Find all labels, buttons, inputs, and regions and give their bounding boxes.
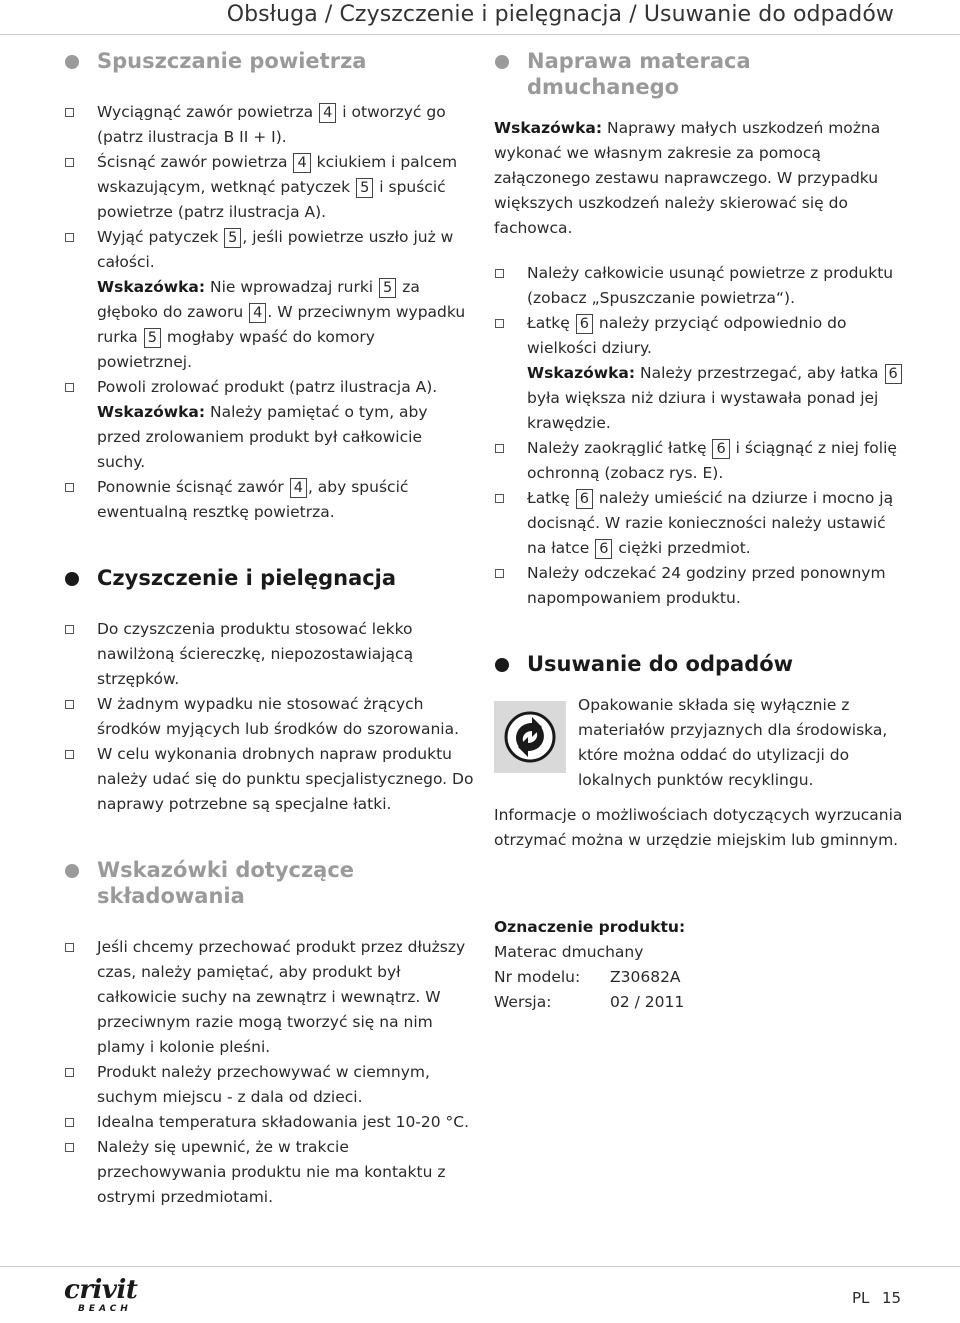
list-item [64, 1060, 474, 1110]
part-reference: 4 [293, 153, 310, 173]
bullet-dot-icon [65, 864, 79, 878]
list-item [64, 375, 474, 400]
note [64, 400, 474, 475]
note-text: była większa niż dziura i wystawała ponad jej krawędzie. [527, 389, 879, 432]
logo-text: crivit [64, 1275, 138, 1305]
part-reference: 6 [595, 539, 612, 559]
item-text: , jeśli powietrze uszło już w całości. [97, 228, 454, 271]
item-text: W celu wykonania drobnych napraw produktu należy udać się do punktu specjalistycznego. Do naprawy potrzebne są specjalne łatki. [97, 745, 474, 813]
note-text: mogłaby wpaść do komory powietrznej. [97, 328, 375, 371]
list-item [64, 475, 474, 525]
part-reference: 6 [576, 314, 593, 334]
disposal-packaging [494, 693, 904, 793]
item-text: Należy zaokrąglić łatkę [527, 439, 712, 457]
page-header-title: Obsługa / Czyszczenie i pielęgnacja / Usuwanie do odpadów [226, 2, 894, 27]
crivit-logo [64, 1277, 154, 1317]
bullet-dot-icon [495, 658, 509, 672]
part-reference: 6 [885, 364, 902, 384]
part-reference: 4 [319, 103, 336, 123]
list-item [64, 150, 474, 225]
list-item [64, 225, 474, 275]
product-version-row [494, 990, 904, 1015]
item-text: Powoli zrolować produkt (patrz ilustracja A). [97, 378, 438, 396]
section-title: Naprawa materaca dmuchanego [527, 49, 751, 99]
product-heading: Oznaczenie produktu: [494, 918, 686, 936]
item-text: Ponownie ścisnąć zawór [97, 478, 289, 496]
section-repair-heading [494, 48, 904, 100]
part-reference: 6 [576, 489, 593, 509]
section-title: Wskazówki dotyczące składowania [97, 858, 355, 908]
checkbox-square-icon [495, 444, 504, 453]
model-value: Z30682A [610, 968, 681, 986]
checkbox-square-icon [495, 494, 504, 503]
list-item [64, 617, 474, 692]
list-item [64, 100, 474, 150]
part-reference: 6 [712, 439, 729, 459]
logo-subtext: BEACH [78, 1304, 132, 1314]
item-text: Idealna temperatura składowania jest 10-20 °C. [97, 1113, 470, 1131]
bullet-dot-icon [495, 55, 509, 69]
packaging-text: Opakowanie składa się wyłącznie z materiałów przyjaznych dla środowiska, które można oddać do utylizacji do lokalnych punktów recyklingu. [578, 696, 888, 789]
item-text: W żadnym wypadku nie stosować żrących środków myjących lub środków do szorowania. [97, 695, 460, 738]
note-text: Nie wprowadzaj rurki [205, 278, 379, 296]
part-reference: 5 [224, 228, 241, 248]
item-text: Do czyszczenia produktu stosować lekko nawilżoną ściereczkę, niepozostawiającą strzępków. [97, 620, 414, 688]
item-text: należy umieścić na dziurze i mocno ją docisnąć. W razie konieczności należy ustawić na łatce [527, 489, 894, 557]
list-item [494, 561, 904, 611]
product-name: Materac dmuchany [494, 943, 644, 961]
note-text: za głęboko do zaworu [97, 278, 420, 321]
list-item [64, 1135, 474, 1210]
checkbox-square-icon [65, 233, 74, 242]
item-text: ciężki przedmiot. [613, 539, 751, 557]
item-text: Wyciągnąć zawór powietrza [97, 103, 319, 121]
list-item [64, 1110, 474, 1135]
item-text: Należy się upewnić, że w trakcie przechowywania produktu nie ma kontaktu z ostrymi przedmiotami. [97, 1138, 446, 1206]
item-text: Łatkę [527, 489, 575, 507]
section-storage-heading [64, 857, 474, 909]
checkbox-square-icon [65, 625, 74, 634]
list-item [64, 692, 474, 742]
note-label: Wskazówka: [494, 119, 603, 137]
checkbox-square-icon [65, 1143, 74, 1152]
item-text: Należy całkowicie usunąć powietrze z produktu (zobacz „Spuszczanie powietrza“). [527, 264, 894, 307]
list-item [494, 261, 904, 311]
checkbox-square-icon [65, 700, 74, 709]
item-text: kciukiem i palcem wskazującym, wetknąć patyczek [97, 153, 458, 196]
item-text: należy przyciąć odpowiednio do wielkości dziury. [527, 314, 847, 357]
version-value: 02 / 2011 [610, 993, 685, 1011]
section-title: Czyszczenie i pielęgnacja [97, 566, 397, 590]
item-text: Ścisnąć zawór powietrza [97, 153, 293, 171]
bullet-dot-icon [65, 572, 79, 586]
part-reference: 5 [379, 278, 396, 298]
part-reference: 5 [144, 328, 161, 348]
list-item [494, 436, 904, 486]
part-reference: 4 [249, 303, 266, 323]
section-title: Usuwanie do odpadów [527, 652, 794, 676]
item-text: , aby spuścić ewentualną resztkę powietrza. [97, 478, 409, 521]
list-item [494, 311, 904, 361]
checkbox-square-icon [65, 1118, 74, 1127]
section-disposal-heading [494, 651, 904, 677]
left-column [64, 48, 474, 1210]
list-item [64, 742, 474, 817]
bullet-dot-icon [65, 55, 79, 69]
page-header [0, 0, 960, 35]
note-label: Wskazówka: [527, 364, 636, 382]
item-text: Łatkę [527, 314, 575, 332]
page-footer [0, 1266, 960, 1323]
checkbox-square-icon [495, 269, 504, 278]
language-code: PL [852, 1289, 870, 1307]
checkbox-square-icon [65, 383, 74, 392]
item-text: Wyjąć patyczek [97, 228, 224, 246]
item-text: Jeśli chcemy przechować produkt przez dłuższy czas, należy pamiętać, aby produkt był całkowicie suchy na zewnątrz i wewnątrz. W przeciwnym razie mogą tworzyć się na nim plamy i kolonie pleśni. [97, 938, 466, 1056]
note [494, 116, 904, 241]
section-cleaning-heading [64, 565, 474, 591]
note-text: Naprawy małych uszkodzeń można wykonać we własnym zakresie za pomocą załączonego zestawu naprawczego. W przypadku większych uszkodzeń należy skierować się do fachowca. [494, 119, 881, 237]
item-text: Należy odczekać 24 godziny przed ponownym napompowaniem produktu. [527, 564, 886, 607]
model-label: Nr modelu: [494, 968, 581, 986]
part-reference: 5 [356, 178, 373, 198]
disposal-info: Informacje o możliwościach dotyczących wyrzucania otrzymać można w urzędzie miejskim lub gminnym. [494, 806, 903, 849]
section-title: Spuszczanie powietrza [97, 49, 367, 73]
list-item [64, 935, 474, 1060]
item-text: i otworzyć go (patrz ilustracja B II + I). [97, 103, 446, 146]
note-label: Wskazówka: [97, 278, 206, 296]
checkbox-square-icon [495, 569, 504, 578]
product-info [494, 915, 904, 1015]
item-text: Produkt należy przechowywać w ciemnym, suchym miejscu - z dala od dzieci. [97, 1063, 430, 1106]
recycling-green-dot-icon [494, 701, 566, 773]
page-number: 15 [882, 1289, 902, 1307]
part-reference: 4 [290, 478, 307, 498]
note-label: Wskazówka: [97, 403, 206, 421]
checkbox-square-icon [65, 943, 74, 952]
section-deflate-heading [64, 48, 474, 74]
checkbox-square-icon [65, 108, 74, 117]
right-column [494, 48, 904, 1015]
item-text: i ściągnąć z niej folię ochronną (zobacz rys. E). [527, 439, 897, 482]
note-text: Należy przestrzegać, aby łatka [635, 364, 884, 382]
version-label: Wersja: [494, 993, 552, 1011]
note-text: . W przeciwnym wypadku rurka [97, 303, 466, 346]
item-text: i spuścić powietrze (patrz ilustracja A). [97, 178, 446, 221]
checkbox-square-icon [495, 319, 504, 328]
checkbox-square-icon [65, 483, 74, 492]
note-text: Należy pamiętać o tym, aby przed zrolowaniem produkt był całkowicie suchy. [97, 403, 428, 471]
list-item [494, 486, 904, 561]
note [494, 361, 904, 436]
checkbox-square-icon [65, 750, 74, 759]
checkbox-square-icon [65, 158, 74, 167]
checkbox-square-icon [65, 1068, 74, 1077]
note [64, 275, 474, 375]
product-model-row [494, 965, 904, 990]
